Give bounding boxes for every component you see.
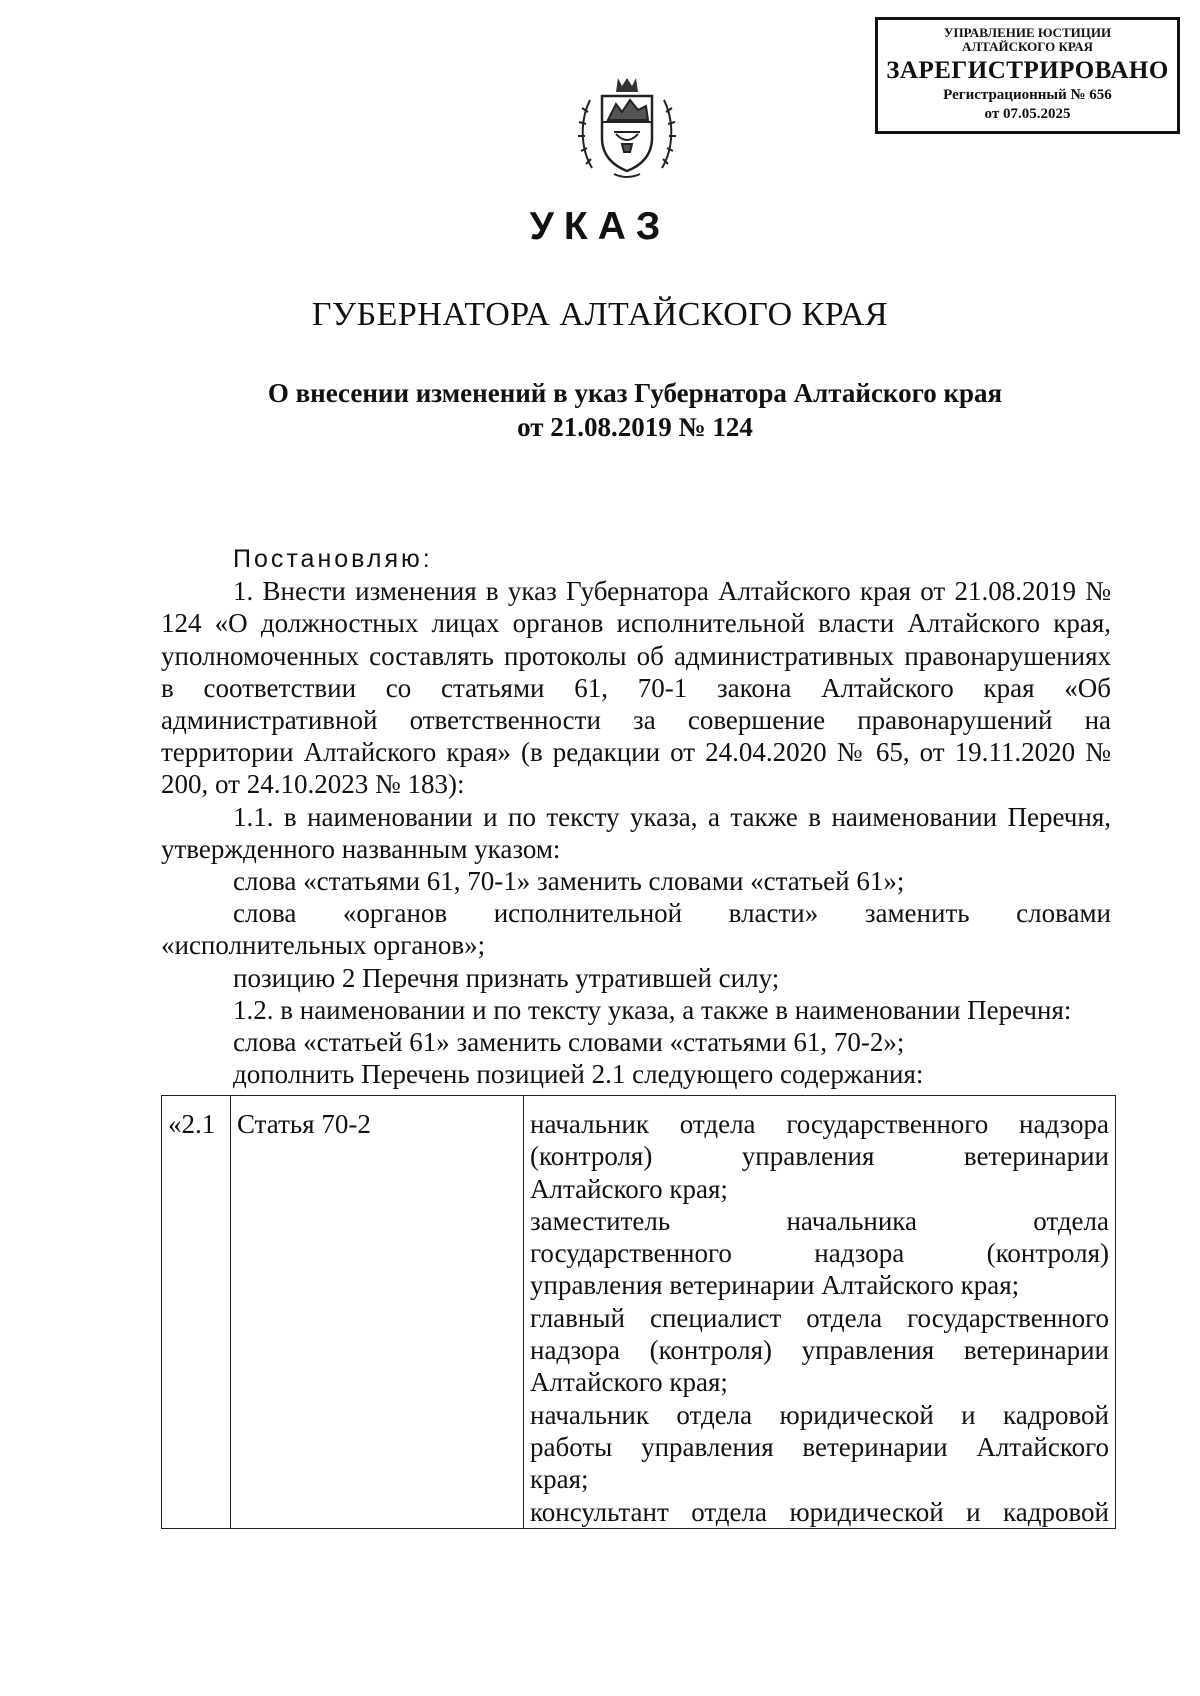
official-line: главный специалист отдела государственного — [530, 1302, 1109, 1333]
official-line: (контроля) управления ветеринарии — [530, 1141, 1109, 1172]
official-line: начальник отдела государственного надзора — [530, 1109, 1109, 1139]
paragraph-1-1-c: позицию 2 Перечня признать утратившей силу; — [233, 962, 780, 993]
official-line: Алтайского края; — [530, 1367, 728, 1398]
document-heading — [0, 376, 1200, 444]
paragraph-1: 1. Внести изменения в указ Губернатора Алтайского края от 21.08.2019 № 124 «О должностных лицах органов исполнительной власти Алтайского края, уполномоченных составлять протоколы об административных правонарушениях в соответствии со статьями 61, 70-1 закона Алтайского края «Об административной ответственности за совершение правонарушений на территории Алтайского края» (в редакции от 24.04.2020 № 65, от 19.11.2020 № 200, от 24.10.2023 № 183): — [161, 576, 1111, 800]
document-issuer: ГУБЕРНАТОРА АЛТАЙСКОГО КРАЯ — [311, 296, 889, 333]
official-line: края; — [530, 1464, 589, 1495]
table-cell-article: Статья 70-2 — [231, 1096, 524, 1529]
decree-word: Постановляю: — [233, 545, 433, 573]
paragraph-1-1-b: слова «органов исполнительной власти» заменить словами «исполнительных органов»; — [161, 898, 1111, 961]
list-table — [161, 1095, 1116, 1529]
document-body — [161, 542, 1111, 1090]
stamp-org-line1: УПРАВЛЕНИЕ ЮСТИЦИИ — [943, 25, 1112, 40]
stamp-reg-number: Регистрационный № 656 — [943, 87, 1112, 103]
stamp-org-line2: АЛТАЙСКОГО КРАЯ — [962, 39, 1093, 54]
official-line: начальник отдела юридической и кадровой — [530, 1399, 1109, 1430]
official-line: управления ветеринарии Алтайского края; — [530, 1270, 1020, 1301]
table-row — [162, 1096, 1116, 1529]
official-line: государственного надзора (контроля) — [530, 1238, 1109, 1269]
paragraph-1-1-a: слова «статьями 61, 70-1» заменить словами «статьей 61»; — [233, 866, 905, 897]
document-title: УКАЗ — [529, 205, 671, 248]
paragraph-1-1: 1.1. в наименовании и по тексту указа, а также в наименовании Перечня, утвержденного названным указом: — [161, 801, 1111, 864]
table-cell-officials — [524, 1096, 1116, 1529]
official-line: работы управления ветеринарии Алтайского — [530, 1431, 1109, 1462]
table-cell-number: «2.1 — [162, 1096, 231, 1529]
official-line: консультант отдела юридической и кадровой — [530, 1496, 1109, 1527]
official-line: Алтайского края; — [530, 1173, 728, 1204]
official-line: заместитель начальника отдела — [530, 1205, 1109, 1236]
heading-line2: от 21.08.2019 № 124 — [517, 412, 753, 442]
official-line: надзора (контроля) управления ветеринарии — [530, 1335, 1109, 1366]
heading-line1: О внесении изменений в указ Губернатора Алтайского края — [267, 378, 1003, 408]
altai-coat-of-arms-icon — [578, 72, 676, 182]
paragraph-1-2-a: слова «статьей 61» заменить словами «статьями 61, 70-2»; — [233, 1027, 905, 1058]
stamp-status: ЗАРЕГИСТРИРОВАНО — [886, 57, 1169, 84]
paragraph-1-2: 1.2. в наименовании и по тексту указа, а также в наименовании Перечня: — [233, 994, 1072, 1025]
paragraph-1-2-b: дополнить Перечень позицией 2.1 следующего содержания: — [233, 1059, 924, 1090]
registration-stamp — [875, 17, 1180, 134]
stamp-reg-date: от 07.05.2025 — [984, 106, 1071, 122]
